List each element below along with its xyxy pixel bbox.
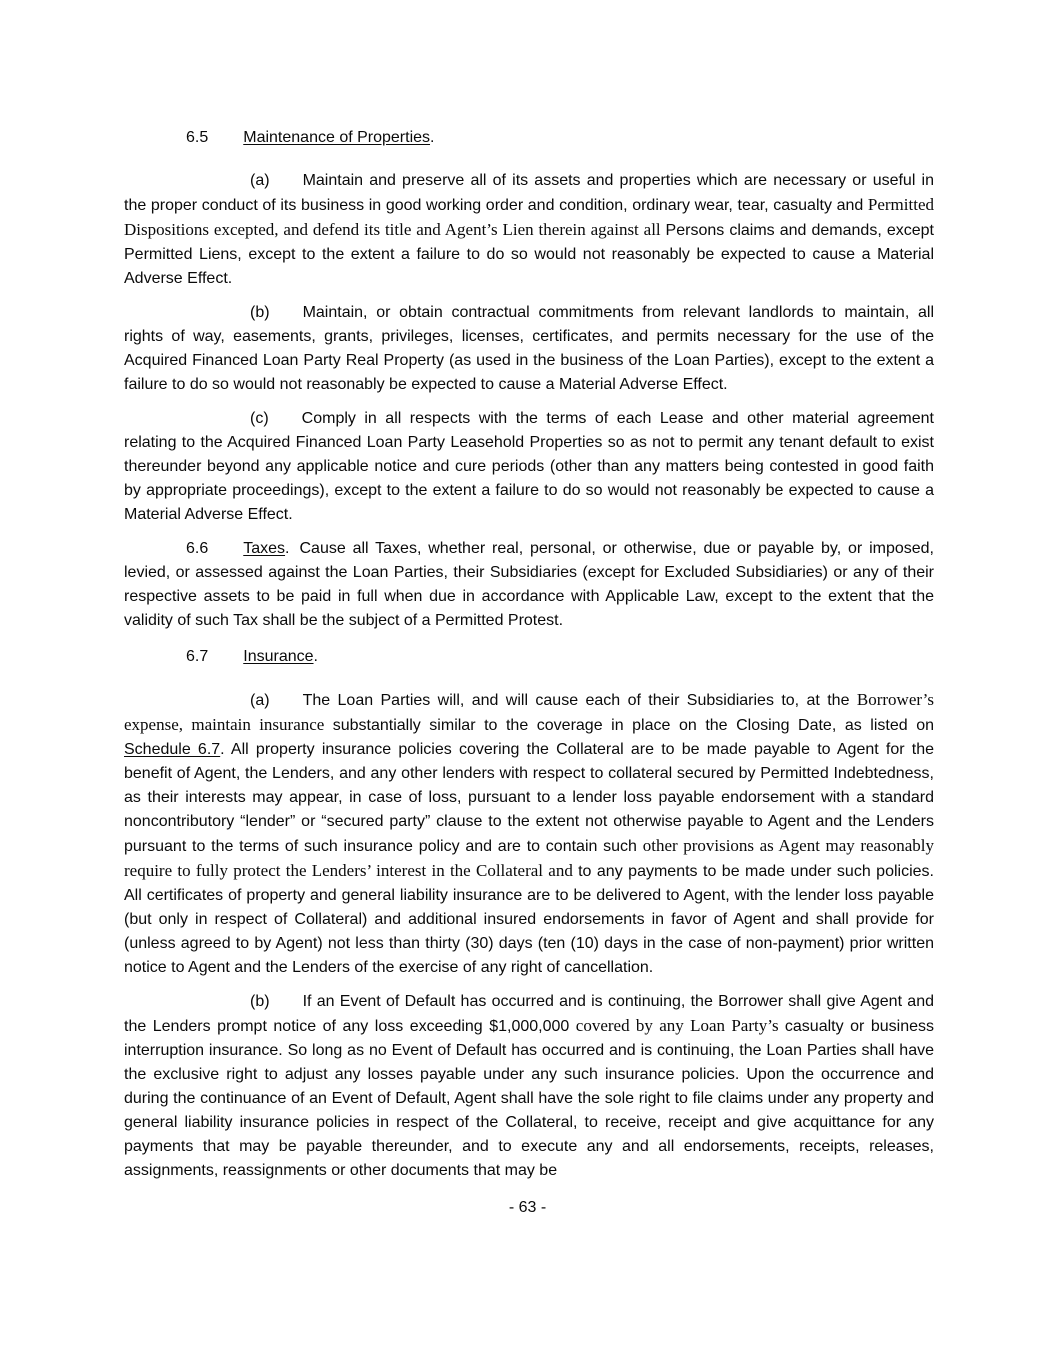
section-title: Maintenance of Properties	[243, 129, 431, 146]
paragraph-text: The Loan Parties will, and will cause each of their Subsidiaries to, at the	[302, 692, 857, 709]
paragraph-text: Comply in all respects with the terms of each Lease and other material agreement relating to the Acquired Financed Loan Party Leasehold Properties so as not to permit any tenant default to exist thereunder beyond any applicable notice and cure periods (other than any matters being contested in good faith by appropriate proceedings), except to the extent a failure to do so would not reasonably be expected to cause a Material Adverse Effect.	[124, 410, 934, 523]
serif-text-segment: Permitted Dispositions excepted, and defend its title and Agent’s Lien therein against all	[124, 195, 934, 239]
list-label: (a)	[250, 172, 270, 189]
section-title: Insurance	[243, 648, 314, 665]
paragraph-6-7-a	[124, 688, 934, 980]
paragraph-6-6-taxes	[124, 537, 934, 633]
section-title: Taxes	[243, 540, 286, 557]
section-title-period: .	[285, 540, 290, 557]
list-label: (b)	[250, 993, 270, 1010]
paragraph-6-7-b	[124, 990, 934, 1183]
serif-text-segment: Borrower’s expense, maintain insurance	[124, 690, 934, 734]
paragraph-text: . All property insurance policies covering the Collateral are to be made payable to Agent for the benefit of Agent, the Lenders, and any other lenders with respect to collateral secured by Permitted Indebtedness, as their interests may appear, in case of loss, pursuant to a lender loss payable endorsement with a standard noncontributory “lender” or “secured party” clause to the extent not otherwise payable to Agent and the Lenders pursuant to the terms of such insurance policy and are to contain such	[124, 741, 935, 855]
paragraph-text: to any payments to be made under such policies. All certificates of property and general liability insurance are to be delivered to Agent, with the lender loss payable (but only in respect of Collateral) and additional insured endorsements in favor of Agent and shall provide for (unless agreed to by Agent) not less than thirty (30) days (ten (10) days in the case of non-payment) prior written notice to Agent and the Lenders of the exercise of any right of cancellation.	[124, 863, 934, 976]
paragraph-text: Maintain and preserve all of its assets and properties which are necessary or useful in the proper conduct of its business in good working order and condition, ordinary wear, tear, casualty and	[124, 172, 934, 214]
paragraph-text: Persons claims and demands, except Permitted Liens, except to the extent a failure to do so would not reasonably be expected to cause a Material Adverse Effect.	[124, 222, 934, 287]
serif-text-segment: covered by any Loan Party’s	[575, 1016, 785, 1035]
section-heading-6-5	[124, 126, 934, 150]
schedule-reference: Schedule 6.7	[124, 741, 221, 758]
paragraph-6-5-a	[124, 169, 934, 291]
page-footer	[0, 1196, 1055, 1220]
paragraph-text: substantially similar to the coverage in place on the Closing Date, as listed on	[332, 717, 934, 734]
paragraph-text: Maintain, or obtain contractual commitments from relevant landlords to maintain, all rights of way, easements, grants, privileges, licenses, certificates, and permits necessary for the use of the Acquired Financed Loan Party Real Property (as used in the business of the Loan Parties), except to the extent a failure to do so would not reasonably be expected to cause a Material Adverse Effect.	[124, 304, 934, 393]
paragraph-6-5-c	[124, 407, 934, 527]
page-number: - 63 -	[508, 1199, 547, 1216]
paragraph-6-5-b	[124, 301, 934, 397]
section-heading-6-7	[124, 645, 934, 669]
serif-text-segment: other provisions as Agent may reasonably require to fully protect the Lenders’ interest in the Collateral and	[124, 836, 934, 880]
section-number: 6.6	[186, 540, 209, 557]
list-label: (c)	[250, 410, 269, 427]
section-title-period: .	[430, 129, 435, 146]
list-label: (a)	[250, 692, 270, 709]
paragraph-text: If an Event of Default has occurred and is continuing, the Borrower shall give Agent and the Lenders prompt notice of any loss exceeding $1,000,000	[124, 993, 934, 1035]
list-label: (b)	[250, 304, 270, 321]
section-title-period: .	[313, 648, 318, 665]
section-number: 6.7	[186, 648, 209, 665]
section-number: 6.5	[186, 129, 209, 146]
text-block	[124, 126, 934, 1193]
paragraph-text: casualty or business interruption insurance. So long as no Event of Default has occurred and is continuing, the Loan Parties shall have the exclusive right to adjust any losses payable under any such insurance policies. Upon the occurrence and during the continuance of an Event of Default, Agent shall have the sole right to file claims under any property and general liability insurance policies in respect of the Collateral, to receive, receipt and give acquittance for any payments that may be payable thereunder, and to execute any and all endorsements, receipts, releases, assignments, reassignments or other documents that may be	[124, 1018, 934, 1179]
paragraph-text: Cause all Taxes, whether real, personal, or otherwise, due or payable by, or imposed, levied, or assessed against the Loan Parties, their Subsidiaries (except for Excluded Subsidiaries) or any of their respective assets to be paid in full when due in accordance with Applicable Law, except to the extent that the validity of such Tax shall be the subject of a Permitted Protest.	[124, 540, 934, 629]
